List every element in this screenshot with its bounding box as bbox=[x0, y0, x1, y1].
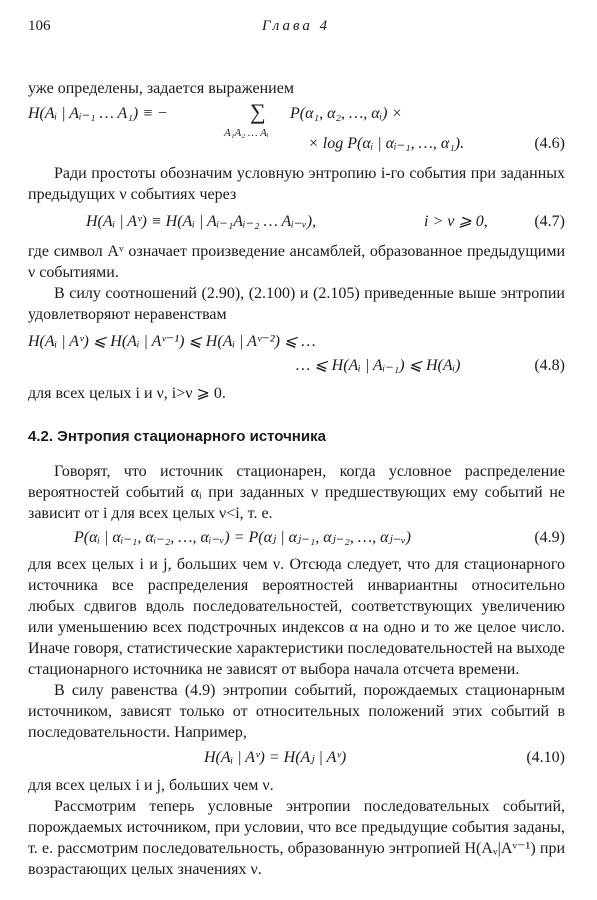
paragraph-3: где символ Aᵛ означает произведение ансамблей, образованное предыдущими ν событиями. bbox=[28, 243, 565, 281]
equation-4-10 bbox=[28, 747, 565, 771]
paragraph-5: для всех целых i и ν, i>ν ⩾ 0. bbox=[28, 385, 226, 402]
eq47-condition: i > ν ⩾ 0, bbox=[424, 213, 488, 230]
equation-4-6-line-1 bbox=[28, 99, 565, 139]
paragraph-8: В силу равенства (4.9) энтропии событий, порождаемых стационарным источником, зависят только от относительных положений этих событий в последовательности. Например, bbox=[28, 682, 565, 741]
page-number: 106 bbox=[28, 18, 51, 34]
paragraph-2: Ради простоты обозначим условную энтропию i-го события при заданных предыдущих ν событиях через bbox=[28, 165, 565, 203]
paragraph-4: В силу соотношений (2.90), (2.100) и (2.105) приведенные выше энтропии удовлетворяют неравенствам bbox=[28, 285, 565, 323]
equation-4-9 bbox=[28, 527, 565, 551]
paragraph-10: Рассмотрим теперь условные энтропии последовательных событий, порождаемых источником, при условии, что все предыдущие события заданы, т. е. рассмотрим последовательность, образованную энтропией H(Aᵥ|Aᵛ⁻¹) при возрастающих целых значениях ν. bbox=[28, 798, 565, 878]
equation-4-7 bbox=[28, 211, 565, 235]
section-heading: 4.2. Энтропия стационарного источника bbox=[28, 428, 326, 445]
eq46-sum-symbol: ∑ bbox=[250, 99, 266, 124]
eq46-number: (4.6) bbox=[534, 135, 565, 152]
equation-4-8-line-1 bbox=[28, 331, 565, 355]
paragraph-7: для всех целых i и j, больших чем ν. Отсюда следует, что для стационарного источника все распределения вероятностей инвариантны относительно любых сдвигов вдоль последовательностей, соответствующих увеличению или уменьшению всех подстрочных индексов α на одно и то же целое число. Иначе говоря, статистические характеристики последовательностей на выходе стационарного источника не зависят от выбора начала отсчета времени. bbox=[28, 556, 565, 678]
paragraph-6: Говорят, что источник стационарен, когда условное распределение вероятностей событий αᵢ при заданных ν предшествующих ему событий не зависит от i для всех целых ν<i, т. е. bbox=[28, 463, 565, 522]
eq46-rhs-1: P(α₁, α₂, …, αᵢ) × bbox=[290, 105, 403, 122]
eq48-number: (4.8) bbox=[534, 357, 565, 374]
running-title: Глава 4 bbox=[262, 18, 331, 34]
eq47-body: H(Aᵢ | Aᵛ) ≡ H(Aᵢ | Aᵢ₋₁Aᵢ₋₂ … Aᵢ₋ᵥ), bbox=[86, 213, 317, 230]
eq49-body: P(αᵢ | αᵢ₋₁, αᵢ₋₂, …, αᵢ₋ᵥ) = P(αⱼ | αⱼ₋₁, αⱼ₋₂, …, αⱼ₋ᵥ) bbox=[74, 529, 411, 546]
eq49-number: (4.9) bbox=[534, 529, 565, 546]
page-header bbox=[28, 16, 565, 38]
eq46-sum-limits: A₁A₂ … Aᵢ bbox=[224, 127, 269, 139]
eq47-number: (4.7) bbox=[534, 213, 565, 230]
paragraph-1: уже определены, задается выражением bbox=[28, 80, 294, 97]
eq46-lhs: H(Aᵢ | Aᵢ₋₁ … A₁) ≡ − bbox=[28, 105, 168, 122]
equation-4-8-line-2 bbox=[28, 355, 565, 379]
eq48-line-1: H(Aᵢ | Aᵛ) ⩽ H(Aᵢ | Aᵛ⁻¹) ⩽ H(Aᵢ | Aᵛ⁻²) ⩽ … bbox=[28, 333, 316, 350]
eq410-body: H(Aᵢ | Aᵛ) = H(Aⱼ | Aᵛ) bbox=[204, 749, 347, 766]
paragraph-9: для всех целых i и j, больших чем ν. bbox=[28, 777, 274, 794]
eq48-line-2: … ⩽ H(Aᵢ | Aᵢ₋₁) ⩽ H(Aᵢ) bbox=[296, 357, 461, 374]
eq410-number: (4.10) bbox=[526, 749, 565, 766]
equation-4-6-line-2 bbox=[28, 133, 565, 157]
eq46-rhs-2: × log P(αᵢ | αᵢ₋₁, …, α₁). bbox=[308, 135, 465, 152]
